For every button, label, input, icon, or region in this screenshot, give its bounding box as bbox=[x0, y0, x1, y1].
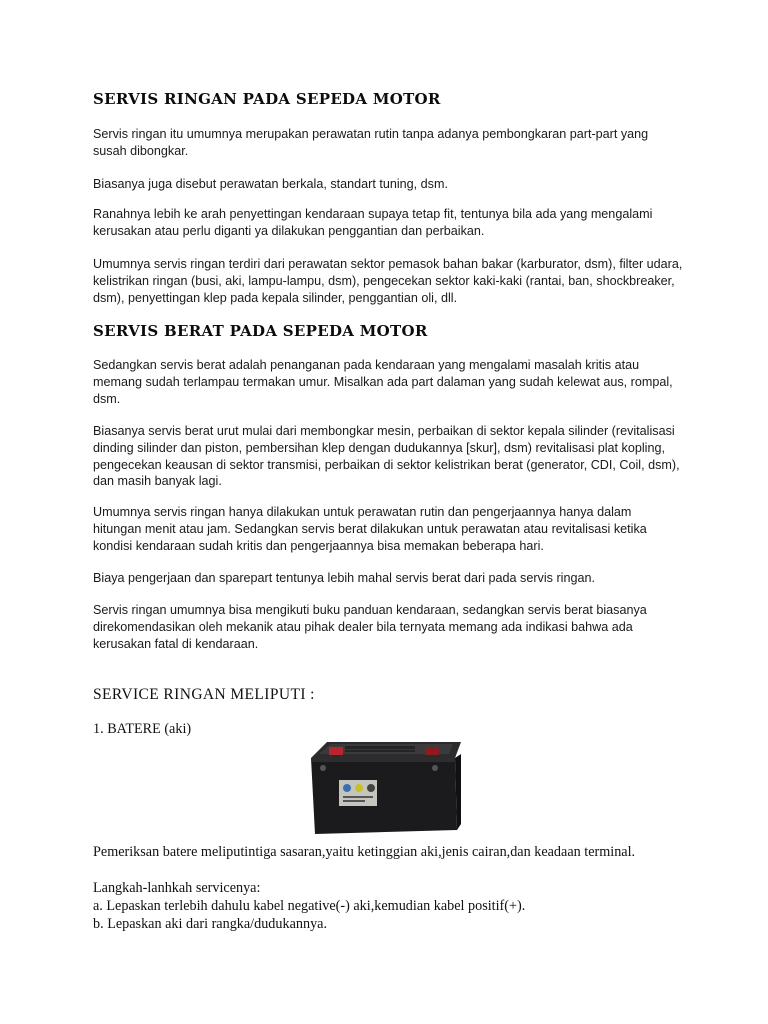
list-item-batere: 1. BATERE (aki) bbox=[93, 721, 192, 737]
step-item: b. Lepaskan aki dari rangka/dudukannya. bbox=[93, 916, 328, 932]
paragraph: Biasanya juga disebut perawatan berkala, standart tuning, dsm. bbox=[93, 177, 448, 191]
section-title-service-ringan-meliputi: SERVICE RINGAN MELIPUTI : bbox=[93, 686, 315, 703]
paragraph: Umumnya servis ringan terdiri dari perawatan sektor pemasok bahan bakar (karburator, dsm), filter udara, kelistrikan ringan (busi, aki, lampu-lampu, dsm), pengecekan sektor kaki-kaki (rantai, ban, shockbreaker, dsm), penyettingan klep pada kepala silinder, penggantian oli, dll. bbox=[93, 257, 683, 305]
step-item: a. Lepaskan terlebih dahulu kabel negative(-) aki,kemudian kabel positif(+). bbox=[93, 898, 526, 914]
paragraph: Sedangkan servis berat adalah penanganan pada kendaraan yang mengalami masalah kritis atau memang sudah terlampau termakan umur. Misalkan ada part dalaman yang sudah kelewat aus, rompal, dsm. bbox=[93, 358, 673, 406]
section-title-servis-berat: SERVIS BERAT PADA SEPEDA MOTOR bbox=[93, 322, 428, 340]
section-title-servis-ringan: SERVIS RINGAN PADA SEPEDA MOTOR bbox=[93, 90, 441, 108]
negative-terminal bbox=[425, 747, 439, 755]
paragraph: Biaya pengerjaan dan sparepart tentunya lebih mahal servis berat dari pada servis ringan. bbox=[93, 571, 595, 585]
paragraph: Umumnya servis ringan hanya dilakukan untuk perawatan rutin dan pengerjaannya hanya dalam hitungan menit atau jam. Sedangkan servis berat dilakukan untuk perawatan atau revitalisasi ketika kondisi kendaraan sudah kritis dan pengerjaannya bisa memakan beberapa hari. bbox=[93, 505, 647, 553]
positive-terminal bbox=[329, 747, 343, 755]
paragraph: Biasanya servis berat urut mulai dari membongkar mesin, perbaikan di sektor kepala silinder (revitalisasi dinding silinder dan piston, pembersihan klep dengan dudukannya [skur], dsm) revitalisasi plat kopling, pengecekan keausan di sektor transmisi, perbaikan di sektor kelistrikan berat (generator, CDI, Coil, dsm), dan masih banyak lagi. bbox=[93, 424, 680, 489]
paragraph: Servis ringan itu umumnya merupakan perawatan rutin tanpa adanya pembongkaran part-part yang susah dibongkar. bbox=[93, 127, 649, 158]
steps-heading: Langkah-lanhkah servicenya: bbox=[93, 880, 261, 896]
battery-description: Pemeriksan batere meliputintiga sasaran,yaitu ketinggian aki,jenis cairan,dan keadaan terminal. bbox=[93, 844, 636, 860]
battery-image bbox=[305, 738, 463, 836]
paragraph: Servis ringan umumnya bisa mengikuti buku panduan kendaraan, sedangkan servis berat biasanya direkomendasikan oleh mekanik atau pihak dealer bila ternyata memang ada indikasi bahwa ada kerusakan fatal di kendaraan. bbox=[93, 603, 647, 651]
paragraph: Ranahnya lebih ke arah penyettingan kendaraan supaya tetap fit, tentunya bila ada yang mengalami kerusakan atau perlu diganti ya dilakukan penggantian dan perbaikan. bbox=[93, 207, 653, 238]
